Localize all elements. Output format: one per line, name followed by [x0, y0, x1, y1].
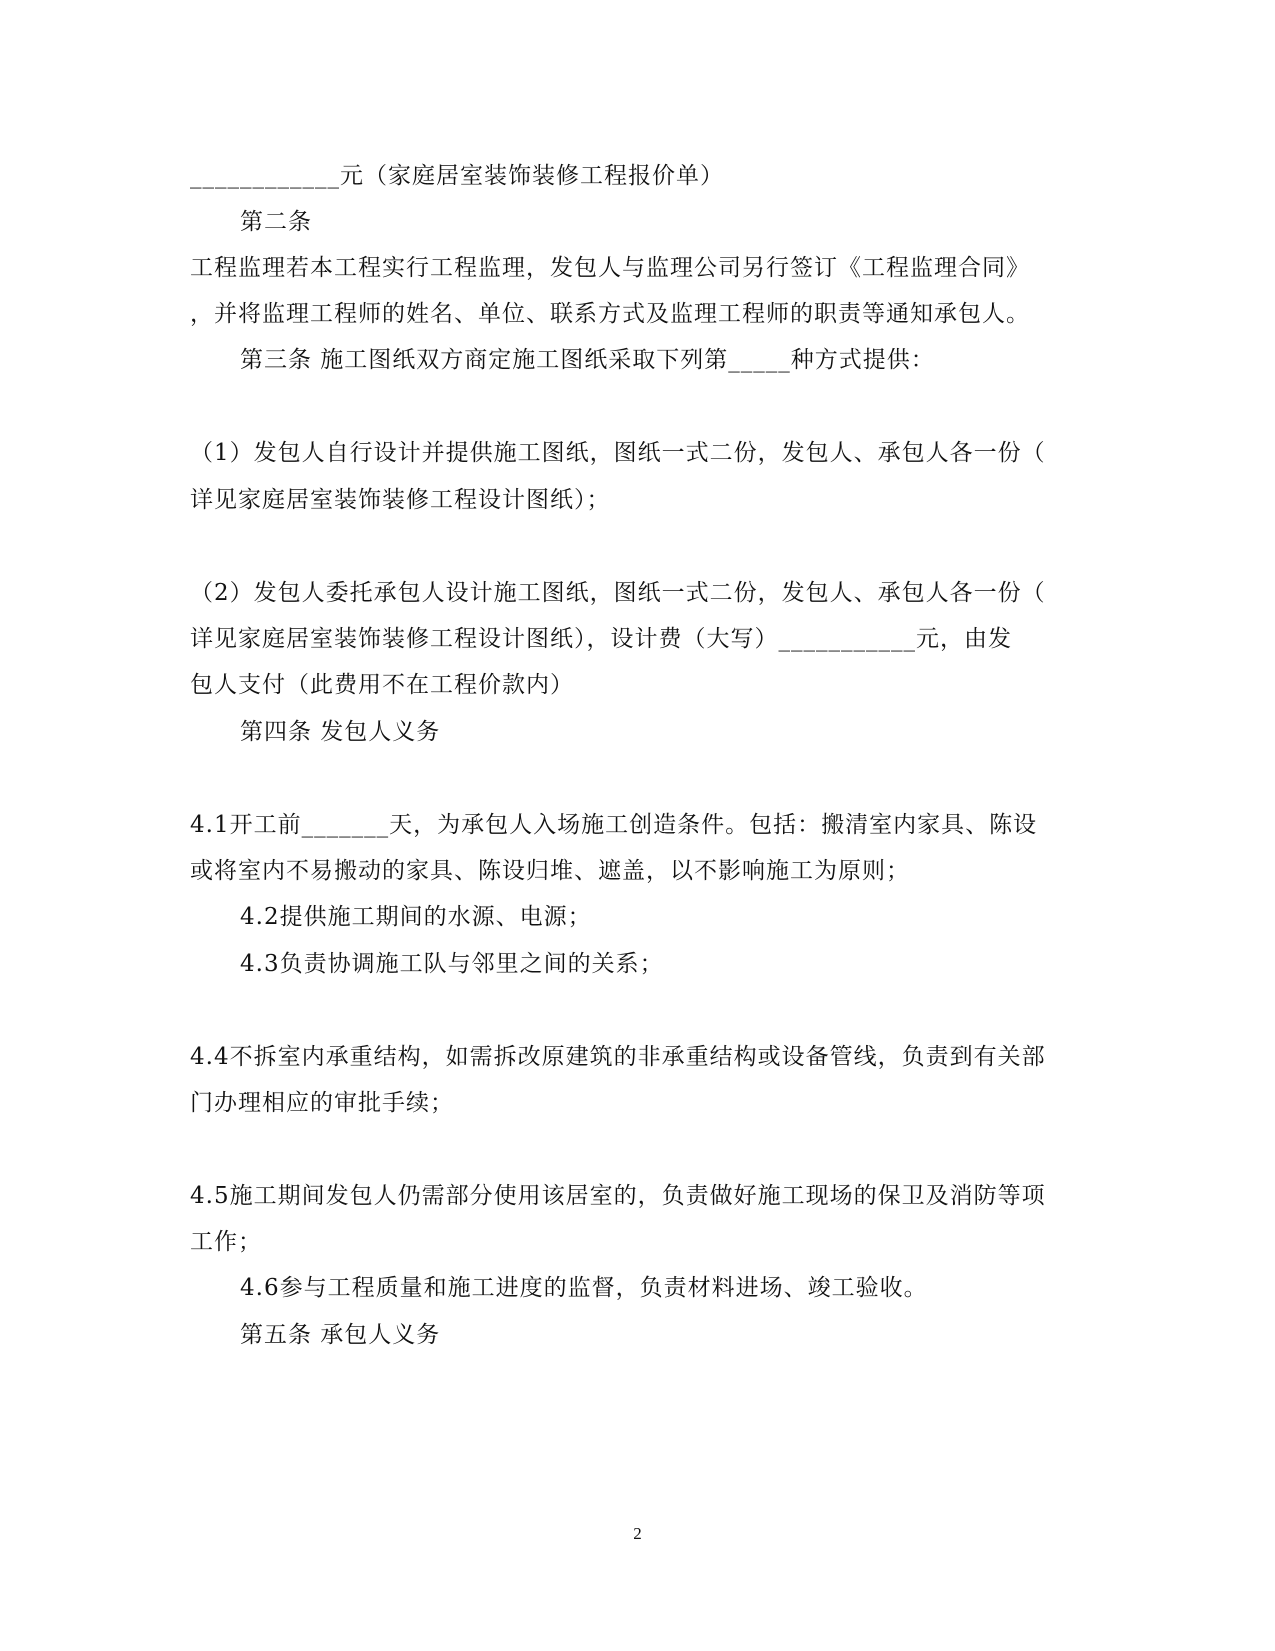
text-line: 详见家庭居室装饰装修工程设计图纸），设计费（大写）___________元，由发: [190, 626, 1012, 652]
article-heading: 第二条: [240, 209, 312, 235]
text-line: （1）发包人自行设计并提供施工图纸，图纸一式二份，发包人、承包人各一份（: [190, 440, 1046, 466]
text-line: ____________元（家庭居室装饰装修工程报价单）: [190, 163, 724, 189]
text-line: 或将室内不易搬动的家具、陈设归堆、遮盖，以不影响施工为原则；: [190, 858, 910, 884]
article-heading: 第四条 发包人义务: [240, 719, 441, 745]
text-line: 门办理相应的审批手续；: [190, 1090, 454, 1116]
text-line: 工作；: [190, 1229, 262, 1255]
text-line: 4.6参与工程质量和施工进度的监督，负责材料进场、竣工验收。: [240, 1275, 928, 1301]
text-line: （2）发包人委托承包人设计施工图纸，图纸一式二份，发包人、承包人各一份（: [190, 580, 1046, 606]
text-line: 4.3负责协调施工队与邻里之间的关系；: [240, 951, 664, 977]
text-line: 工程监理若本工程实行工程监理，发包人与监理公司另行签订《工程监理合同》: [190, 255, 1030, 281]
page-number: 2: [633, 1524, 642, 1543]
text-line: ，并将监理工程师的姓名、单位、联系方式及监理工程师的职责等通知承包人。: [190, 301, 1030, 327]
text-line: 详见家庭居室装饰装修工程设计图纸）；: [190, 487, 611, 513]
text-line: 4.2提供施工期间的水源、电源；: [240, 904, 592, 930]
text-line: 4.4不拆室内承重结构，如需拆改原建筑的非承重结构或设备管线，负责到有关部: [190, 1044, 1046, 1070]
text-line: 包人支付（此费用不在工程价款内）: [190, 672, 574, 698]
text-line: 4.1开工前_______天，为承包人入场施工创造条件。包括：搬清室内家具、陈设: [190, 812, 1038, 838]
text-line: 4.5施工期间发包人仍需部分使用该居室的，负责做好施工现场的保卫及消防等项: [190, 1183, 1046, 1209]
article-heading: 第三条 施工图纸双方商定施工图纸采取下列第_____种方式提供：: [240, 347, 935, 373]
article-heading: 第五条 承包人义务: [240, 1322, 441, 1348]
